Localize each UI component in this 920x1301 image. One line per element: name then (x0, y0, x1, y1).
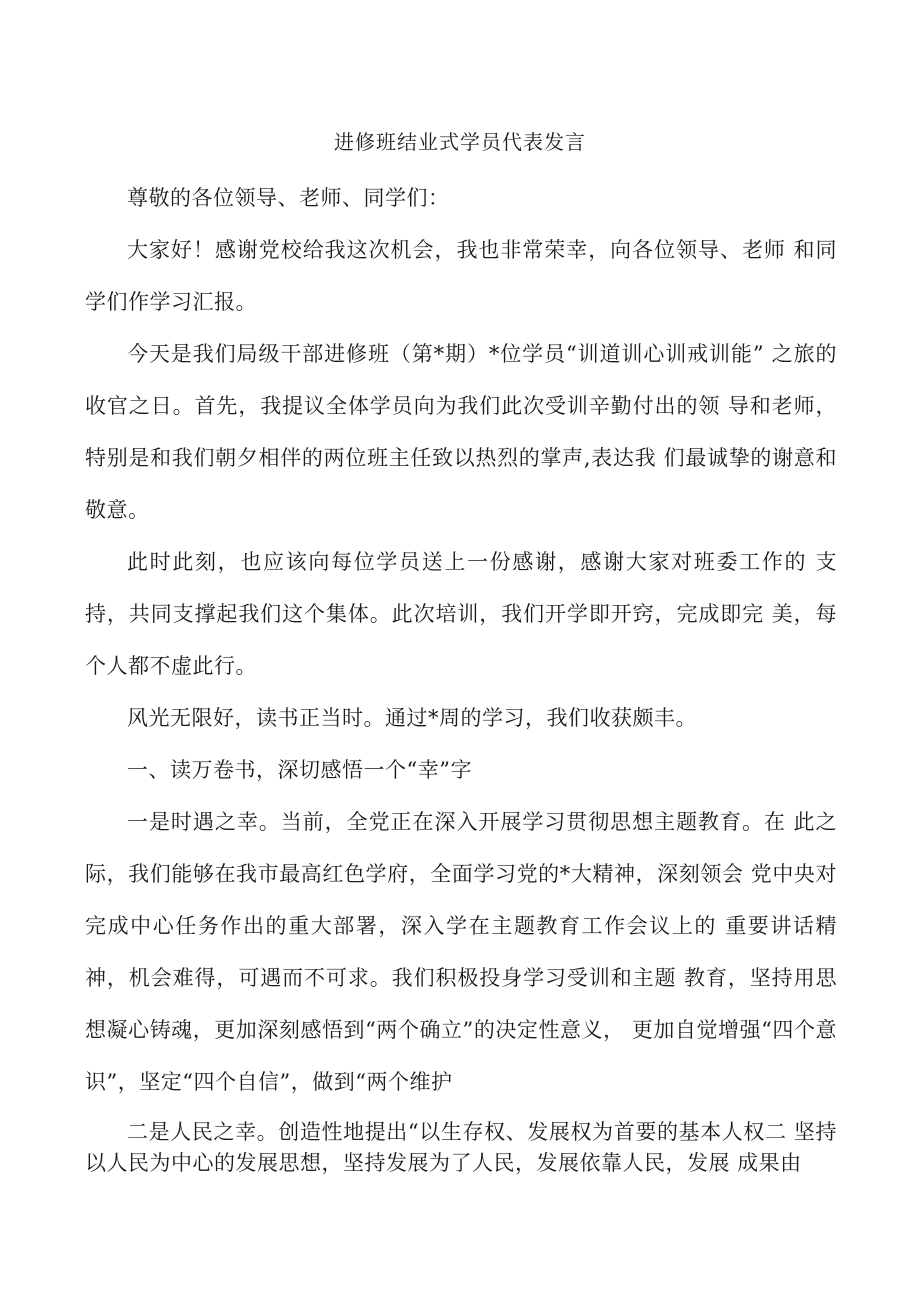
opening-paragraph: 今天是我们局级干部进修班（第*期）*位学员“训道训心训戒训能” 之旅的收官之日。首先，我提议全体学员向为我们此次受训辛勤付出的领 导和老师，特别是和我们朝夕相伴的两位班主任致以热烈的掌声,表达我 们最诚挚的谢意和敬意。 (85, 342, 837, 522)
summary-paragraph: 风光无限好，读书正当时。通过*周的学习，我们收获颇丰。 (127, 706, 697, 730)
thanks-paragraph: 此时此刻，也应该向每位学员送上一份感谢，感谢大家对班委工作的 支持，共同支撑起我们这个集体。此次培训，我们开学即开窍，完成即完 美，每个人都不虚此行。 (85, 550, 837, 678)
salutation-paragraph: 尊敬的各位领导、老师、同学们： (127, 186, 450, 210)
fortune-of-times-paragraph: 一是时遇之幸。当前，全党正在深入开展学习贯彻思想主题教育。在 此之际，我们能够在我市最高红色学府，全面学习党的*大精神，深刻领会 党中央对完成中心任务作出的重大部署，深入学在主题教育工作会议上的 重要讲话精神，机会难得，可遇而不可求。我们积极投身学习受训和主题 教育，坚持用思想凝心铸魂，更加深刻感悟到“两个确立”的决定性意义， 更加自觉增强“四个意识”，坚定“四个自信”，做到“两个维护 (85, 810, 837, 1094)
fortune-of-people-paragraph: 二是人民之幸。创造性地提出“以生存权、发展权为首要的基本人权二 坚持以人民为中心的发展思想，坚持发展为了人民，发展依靠人民，发展 成果由 (85, 1120, 837, 1175)
document-title: 进修班结业式学员代表发言 (334, 130, 586, 154)
greeting-paragraph: 大家好！感谢党校给我这次机会，我也非常荣幸，向各位领导、老师 和同学们作学习汇报。 (85, 238, 837, 314)
section-heading: 一、读万卷书，深切感悟一个“幸”字 (127, 758, 472, 782)
